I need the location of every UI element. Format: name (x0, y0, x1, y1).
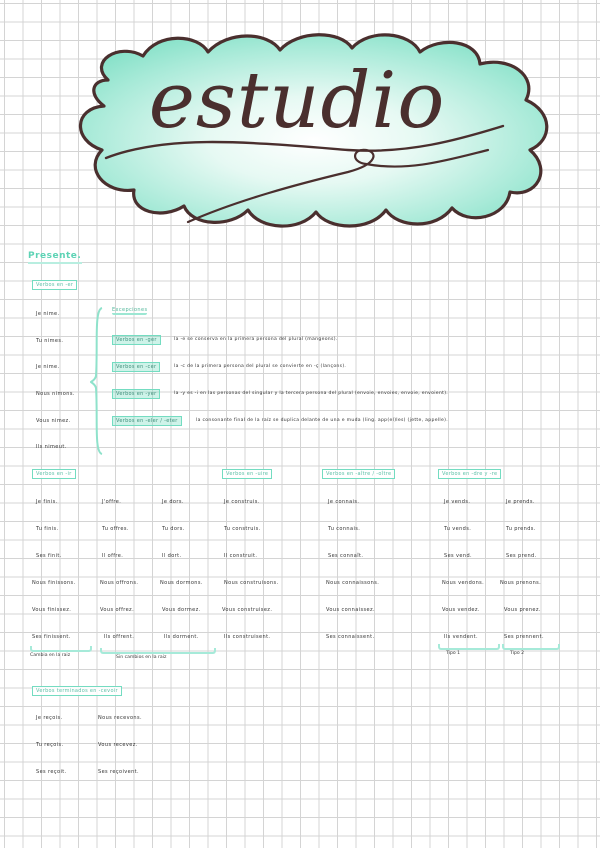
tag-verbos-er: Verbos en -er (32, 280, 77, 290)
re-col1-row-5: Vous vendez. (442, 607, 480, 613)
aitre-row-2: Tu connais. (328, 526, 361, 532)
cevoir-col1-row-3: Ses reçoit. (36, 769, 67, 775)
exceptions-label: Excepciones (112, 307, 148, 313)
er-row-3: Je nime. (36, 364, 60, 370)
cevoir-col1-row-2: Tu reçois. (36, 742, 64, 748)
ir-col1-row-6: Ses finissent. (32, 634, 71, 640)
ir-col3-row-6: Ils dorment. (164, 634, 199, 640)
uire-row-4: Nous construisons. (224, 580, 279, 586)
re-col2-row-1: Je prends. (506, 499, 535, 505)
ir-col2-row-1: J'offre. (102, 499, 122, 505)
ir-col3-row-2: Tu dors. (162, 526, 185, 532)
uire-row-1: Je construis. (224, 499, 260, 505)
exc-cer-note: la -c de la primera persona del plural se convierte en -ç (lançons). (174, 364, 347, 369)
ir-col2-row-5: Vous offrez. (100, 607, 135, 613)
ir-col2-row-6: Ils offrent. (104, 634, 135, 640)
re-col2-row-5: Vous prenez. (504, 607, 541, 613)
ir-col2-row-4: Nous offrons. (100, 580, 139, 586)
aitre-row-3: Ses connaît. (328, 553, 364, 559)
section-title-underline (28, 262, 82, 264)
ir-col1-row-4: Nous finissons. (32, 580, 76, 586)
re-col1-row-1: Je vends. (444, 499, 471, 505)
cevoir-col2-row-1: Nous recevons. (98, 715, 142, 721)
ir-col1-row-1: Je finis. (36, 499, 58, 505)
page-title: estudio (148, 56, 446, 146)
ir-foot2-label: Sin cambios en la raiz (116, 655, 167, 660)
re-foot2-label: Tipo 2 (510, 651, 525, 656)
re-col2-row-2: Tu prends. (506, 526, 536, 532)
re-foot1-label: Tipo 1 (446, 651, 461, 656)
er-row-2: Tu nimes. (36, 338, 64, 344)
re-col1-row-3: Ses vend. (444, 553, 473, 559)
section-title: Presente. (28, 251, 82, 261)
ir-col1-row-2: Tu finis. (36, 526, 59, 532)
tag-verbos-re: Verbos en -dre y -re (438, 469, 501, 479)
ir-col3-row-3: Il dort. (162, 553, 182, 559)
re-foot1-bracket (438, 644, 500, 650)
brace-icon (90, 306, 106, 456)
ir-col1-row-3: Ses finit. (36, 553, 62, 559)
tag-verbos-cevoir: Verbos terminados en -cevoir (32, 686, 122, 696)
er-row-4: Nous nimons. (36, 391, 75, 397)
re-col2-row-6: Ses prennent. (504, 634, 544, 640)
ir-foot1-label: Cambia en la raiz (30, 653, 71, 658)
uire-row-2: Tu construis. (224, 526, 261, 532)
tag-verbos-ir: Verbos en -ir (32, 469, 76, 479)
er-row-5: Vous nimez. (36, 418, 71, 424)
re-col2-row-3: Ses prend. (506, 553, 537, 559)
ir-col2-row-3: Il offre. (102, 553, 124, 559)
cevoir-col2-row-3: Ses reçoivent. (98, 769, 140, 775)
tag-exc-cer: Verbos en -cer (112, 362, 160, 372)
ir-col1-row-5: Vous finissez. (32, 607, 72, 613)
aitre-row-1: Je connais. (328, 499, 360, 505)
re-col1-row-2: Tu vends. (444, 526, 472, 532)
tag-exc-yer: Verbos en -yer (112, 389, 160, 399)
ir-col3-row-4: Nous dormons. (160, 580, 203, 586)
tag-exc-ger: Verbos en -ger (112, 335, 161, 345)
aitre-row-4: Nous connaissons. (326, 580, 380, 586)
uire-row-3: Il construit. (224, 553, 258, 559)
exc-ger-note: la -e se conserva en la primera persona del plural (mangeons). (174, 337, 338, 342)
cevoir-col2-row-2: Vous recevez. (98, 742, 138, 748)
ir-foot1-bracket (30, 646, 92, 652)
ir-col2-row-2: Tu offres. (102, 526, 129, 532)
ir-col3-row-1: Je dors. (162, 499, 184, 505)
exc-eler-note: la consonante final de la raíz se duplica delante de una e muda (ling. app(el)les) (jette, appelle). (196, 418, 448, 423)
tag-verbos-uire: Verbos en -uire (222, 469, 272, 479)
aitre-row-6: Ses connaissent. (326, 634, 375, 640)
ir-col3-row-5: Vous dormez. (162, 607, 201, 613)
re-foot2-bracket (502, 644, 560, 650)
re-col2-row-4: Nous prenons. (500, 580, 542, 586)
tag-verbos-aitre: Verbos en -aître / -oître (322, 469, 395, 479)
re-col1-row-4: Nous vendons. (442, 580, 485, 586)
ir-foot2-bracket (100, 648, 216, 654)
exc-yer-note: la -y es -i en las personas del singular y la tercera persona del plural (envoie, envoies, envoie, envoient). (174, 391, 449, 396)
aitre-row-5: Vous connaissez. (326, 607, 375, 613)
tag-exc-eler: Verbos en -eler / -eter (112, 416, 182, 426)
uire-row-5: Vous construisez. (222, 607, 273, 613)
re-col1-row-6: Ils vendent. (444, 634, 479, 640)
uire-row-6: Ils construisent. (224, 634, 271, 640)
er-row-1: Je nime. (36, 311, 60, 317)
er-row-6: Ils nimeut. (36, 444, 67, 450)
cevoir-col1-row-1: Je reçois. (36, 715, 63, 721)
